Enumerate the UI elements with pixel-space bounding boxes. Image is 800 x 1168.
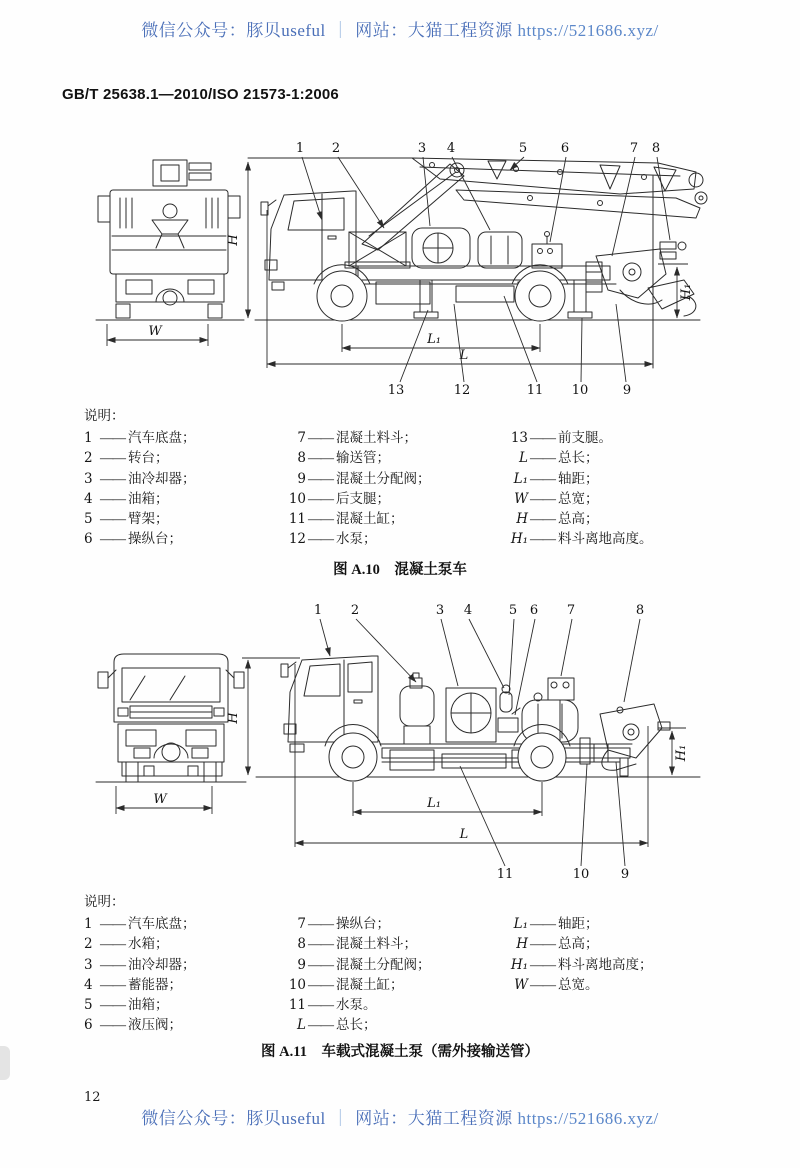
callout-10: 10 — [571, 383, 589, 398]
callout-9: 9 — [622, 383, 632, 398]
legend-item — [282, 953, 431, 973]
legend-label: 油冷却器； — [128, 470, 196, 486]
truck-front-view — [96, 654, 246, 782]
legend-dash: —— — [100, 936, 125, 952]
legend-label: 臂架； — [128, 511, 169, 527]
legend-item — [494, 446, 653, 466]
legend-dash: —— — [100, 531, 125, 547]
callout-4: 4 — [463, 603, 473, 618]
callout-10: 10 — [572, 867, 590, 882]
legend-label: 水泵。 — [336, 997, 377, 1013]
legend-a10-col2 — [282, 426, 431, 548]
legend-label: 蓄能器； — [128, 976, 182, 992]
legend-num: 6 — [84, 1017, 93, 1034]
legend-label: 混凝土料斗； — [336, 936, 417, 952]
legend-dash: —— — [530, 450, 555, 466]
legend-dash: —— — [308, 976, 333, 992]
pump-truck-side-view — [248, 158, 707, 368]
legend-item — [282, 932, 431, 952]
legend-label: 总宽。 — [558, 976, 599, 992]
legend-item — [282, 446, 431, 466]
legend-item — [494, 467, 653, 487]
legend-num: 8 — [297, 936, 306, 953]
legend-num: 3 — [84, 470, 93, 487]
legend-num: 5 — [84, 511, 93, 528]
legend-num: 11 — [288, 511, 306, 528]
legend-item — [494, 912, 653, 932]
watermark-url-link[interactable]: https://521686.xyz/ — [517, 21, 659, 40]
legend-label: 转台； — [128, 450, 169, 466]
legend-dash: —— — [308, 1017, 333, 1033]
legend-num: H₁ — [510, 531, 528, 548]
legend-num: L — [297, 1017, 306, 1034]
legend-num: H — [516, 511, 528, 528]
legend-dash: —— — [308, 490, 333, 506]
legend-item — [84, 973, 196, 993]
legend-num: L₁ — [513, 916, 528, 932]
legend-num: 11 — [288, 997, 306, 1014]
legend-dash: —— — [308, 470, 333, 486]
callout-11: 11 — [496, 867, 514, 882]
legend-item — [282, 912, 431, 932]
legend-dash: —— — [308, 956, 333, 972]
legend-num: 5 — [84, 997, 93, 1014]
legend-num: 10 — [288, 976, 306, 993]
legend-dash: —— — [308, 450, 333, 466]
header-watermark — [0, 16, 800, 41]
legend-label: 后支腿； — [336, 490, 390, 506]
legend-label: 水泵； — [336, 531, 377, 547]
legend-num: 6 — [84, 531, 93, 548]
legend-label: 操纵台； — [336, 916, 390, 931]
dim-label-l: L — [459, 348, 469, 363]
callout-9: 9 — [620, 867, 630, 882]
callout-6: 6 — [560, 141, 570, 156]
legend-item — [282, 487, 431, 507]
callout-2: 2 — [350, 603, 360, 618]
legend-num: 9 — [297, 470, 306, 487]
watermark-site: 网站：大猫工程资源 — [355, 1109, 513, 1128]
legend-item — [282, 993, 431, 1013]
legend-num: L₁ — [513, 470, 528, 487]
legend-a10-col3 — [494, 426, 653, 548]
legend-dash: —— — [530, 976, 555, 992]
legend-num: W — [514, 976, 528, 993]
legend-num: 2 — [84, 936, 93, 953]
legend-label: 总长； — [336, 1017, 377, 1033]
callout-12: 12 — [453, 383, 471, 398]
callout-7: 7 — [566, 603, 576, 618]
callout-13: 13 — [387, 383, 405, 398]
legend-num: L — [519, 450, 528, 467]
legend-item — [282, 1013, 431, 1033]
legend-item — [494, 973, 653, 993]
legend-a11-col2 — [282, 912, 431, 1034]
legend-label: 油箱； — [128, 490, 169, 506]
legend-dash: —— — [100, 490, 125, 506]
legend-item — [84, 1013, 196, 1033]
legend-dash: —— — [308, 430, 333, 445]
legend-a11-col3 — [494, 912, 653, 993]
legend-item — [494, 487, 653, 507]
callout-3: 3 — [435, 603, 445, 618]
legend-dash: —— — [308, 531, 333, 547]
legend-label: 总宽； — [558, 490, 599, 506]
dim-label-h1: H₁ — [674, 744, 689, 762]
legend-item — [494, 507, 653, 527]
legend-num: H₁ — [510, 956, 528, 973]
legend-item — [494, 932, 653, 952]
legend-dash: —— — [530, 916, 555, 931]
figure-a11-drawing — [60, 596, 760, 884]
legend-num: 13 — [510, 430, 528, 446]
legend-label: 输送管； — [336, 450, 390, 466]
watermark-site: 网站：大猫工程资源 — [355, 21, 513, 40]
legend-num: 2 — [84, 450, 93, 467]
callout-2: 2 — [331, 141, 341, 156]
legend-label: 水箱； — [128, 936, 169, 952]
dim-label-h: H — [226, 234, 241, 246]
figure-a10-caption: 图 A.10 混凝土泵车 — [333, 562, 467, 578]
legend-label: 混凝土料斗； — [336, 430, 417, 445]
legend-item — [282, 507, 431, 527]
callout-8: 8 — [635, 603, 645, 618]
legend-num: 7 — [297, 916, 306, 932]
legend-title: 说明： — [84, 408, 125, 423]
legend-label: 前支腿。 — [558, 430, 612, 445]
legend-dash: —— — [530, 490, 555, 506]
dim-label-l1: L₁ — [427, 332, 441, 347]
legend-label: 轴距； — [558, 916, 599, 931]
legend-item — [282, 527, 431, 547]
dim-label-l: L — [459, 827, 469, 842]
legend-dash: —— — [100, 430, 125, 445]
legend-dash: —— — [530, 430, 555, 445]
legend-label: 混凝土分配阀； — [336, 956, 431, 972]
callout-7: 7 — [629, 141, 639, 156]
callout-numbers — [296, 141, 660, 398]
legend-dash: —— — [100, 976, 125, 992]
legend-item — [84, 953, 196, 973]
callout-4: 4 — [446, 141, 456, 156]
legend-num: W — [514, 490, 528, 507]
watermark-separator: ｜ — [331, 21, 350, 40]
legend-item — [84, 487, 196, 507]
legend-item — [84, 467, 196, 487]
legend-item — [282, 973, 431, 993]
watermark-url-link[interactable]: https://521686.xyz/ — [517, 1109, 659, 1128]
legend-label: 总高； — [558, 936, 599, 952]
callout-11: 11 — [526, 383, 544, 398]
legend-label: 轴距； — [558, 470, 599, 486]
legend-dash: —— — [100, 1017, 125, 1033]
legend-label: 汽车底盘； — [128, 430, 196, 445]
legend-dash: —— — [100, 916, 125, 931]
legend-num: 10 — [288, 490, 306, 507]
watermark-account: 微信公众号：豚贝useful — [141, 21, 326, 40]
dim-label-l1: L₁ — [427, 796, 441, 811]
pump-truck-rear-view — [96, 160, 244, 320]
legend-num: 1 — [84, 916, 93, 932]
legend-dash: —— — [530, 531, 555, 547]
legend-a10-col1 — [84, 426, 196, 548]
legend-item — [84, 507, 196, 527]
legend-label: 操纵台； — [128, 531, 182, 547]
callout-5: 5 — [518, 141, 528, 156]
page-number: 12 — [84, 1090, 101, 1105]
legend-dash: —— — [100, 997, 125, 1013]
legend-item — [494, 426, 653, 446]
footer-watermark — [0, 1104, 800, 1129]
legend-item — [84, 527, 196, 547]
legend-item — [84, 446, 196, 466]
standard-number: GB/T 25638.1—2010/ISO 21573-1:2006 — [62, 86, 339, 103]
legend-label: 汽车底盘； — [128, 916, 196, 931]
legend-item — [282, 426, 431, 446]
legend-num: 12 — [288, 531, 306, 548]
legend-num: 7 — [297, 430, 306, 446]
legend-label: 料斗离地高度； — [558, 956, 653, 972]
legend-item — [84, 426, 196, 446]
legend-dash: —— — [100, 450, 125, 466]
legend-dash: —— — [530, 936, 555, 952]
callout-6: 6 — [529, 603, 539, 618]
legend-dash: —— — [308, 936, 333, 952]
legend-num: 8 — [297, 450, 306, 467]
callout-8: 8 — [651, 141, 661, 156]
dim-label-h: H — [226, 712, 241, 724]
legend-num: 3 — [84, 956, 93, 973]
legend-num: 1 — [84, 430, 93, 446]
legend-label: 油箱； — [128, 997, 169, 1013]
legend-item — [494, 953, 653, 973]
legend-label: 液压阀； — [128, 1017, 182, 1033]
legend-label: 料斗离地高度。 — [558, 531, 653, 547]
legend-dash: —— — [100, 470, 125, 486]
legend-label: 混凝土缸； — [336, 511, 404, 527]
dim-label-h1: H₁ — [679, 283, 694, 301]
legend-num: 4 — [84, 490, 93, 507]
callout-3: 3 — [417, 141, 427, 156]
figure-a11-caption: 图 A.11 车载式混凝土泵（需外接输送管） — [261, 1044, 539, 1060]
dim-label-w: W — [148, 324, 162, 339]
legend-dash: —— — [308, 511, 333, 527]
legend-dash: —— — [530, 470, 555, 486]
legend-dash: —— — [308, 997, 333, 1013]
legend-label: 油冷却器； — [128, 956, 196, 972]
watermark-separator: ｜ — [331, 1109, 350, 1128]
legend-dash: —— — [308, 916, 333, 931]
legend-label: 总高； — [558, 511, 599, 527]
legend-dash: —— — [530, 956, 555, 972]
scan-smudge — [0, 1046, 10, 1080]
callout-1: 1 — [295, 141, 305, 156]
legend-num: 9 — [297, 956, 306, 973]
legend-item — [494, 527, 653, 547]
legend-title: 说明： — [84, 894, 125, 909]
legend-a11-col1 — [84, 912, 196, 1034]
legend-dash: —— — [100, 956, 125, 972]
legend-label: 总长； — [558, 450, 599, 466]
legend-item — [282, 467, 431, 487]
callout-1: 1 — [313, 603, 323, 618]
dimension-lines — [116, 658, 689, 847]
watermark-account: 微信公众号：豚贝useful — [141, 1109, 326, 1128]
legend-dash: —— — [530, 511, 555, 527]
dim-label-w: W — [153, 792, 167, 807]
legend-item — [84, 932, 196, 952]
truck-side-view — [256, 656, 700, 781]
legend-num: H — [516, 936, 528, 953]
legend-item — [84, 912, 196, 932]
legend-label: 混凝土分配阀； — [336, 470, 431, 486]
callout-5: 5 — [508, 603, 518, 618]
legend-label: 混凝土缸； — [336, 976, 404, 992]
legend-dash: —— — [100, 511, 125, 527]
figure-a10-drawing — [60, 132, 760, 400]
legend-item — [84, 993, 196, 1013]
legend-num: 4 — [84, 976, 93, 993]
